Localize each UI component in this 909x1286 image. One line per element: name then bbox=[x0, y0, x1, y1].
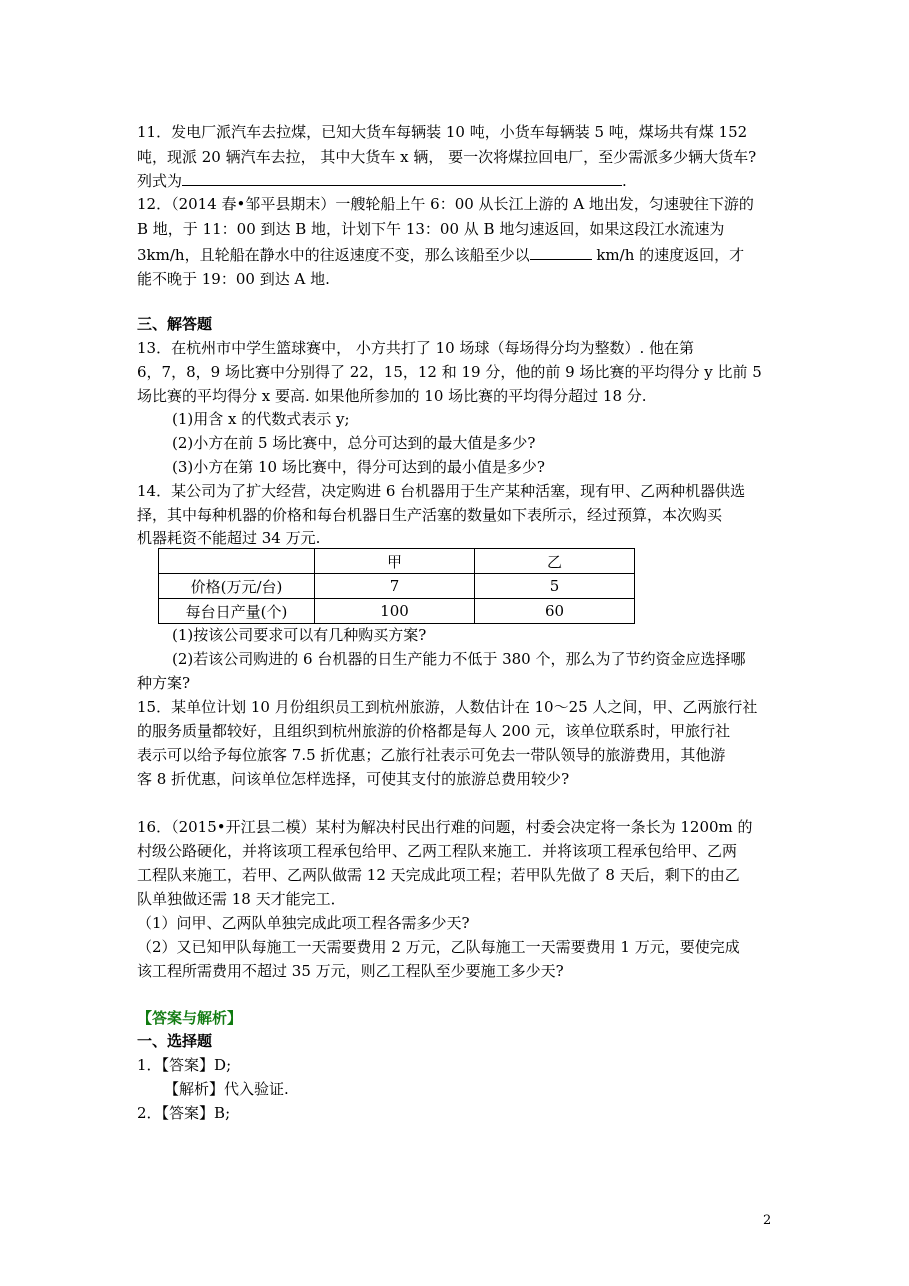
page-number: 2 bbox=[763, 1213, 772, 1228]
table-header-row bbox=[159, 549, 635, 574]
q14-line1: 14．某公司为了扩大经营，决定购进 6 台机器用于生产某种活塞，现有甲、乙两种机器供选 bbox=[137, 482, 746, 500]
table-row bbox=[159, 599, 635, 624]
answer-2: 2．【答案】B; bbox=[137, 1104, 231, 1122]
q14-sub2-line2: 种方案? bbox=[137, 674, 191, 692]
section3-title: 三、解答题 bbox=[137, 315, 213, 333]
q16-sub1: （1）问甲、乙两队单独完成此项工程各需多少天? bbox=[137, 914, 470, 932]
q14-line3: 机器耗资不能超过 34 万元. bbox=[137, 529, 321, 547]
q12-line1: 12．（2014 春•邹平县期末）一艘轮船上午 6：00 从长江上游的 A 地出发，匀速驶往下游的 bbox=[137, 195, 754, 213]
answers-title: 【答案与解析】 bbox=[137, 1009, 243, 1027]
table-header-cell: 甲 bbox=[315, 549, 475, 574]
q12-line2: B 地，于 11：00 到达 B 地，计划下午 13：00 从 B 地匀速返回，如果这段江水流速为 bbox=[137, 220, 725, 238]
answer-1-explanation: 【解析】代入验证. bbox=[164, 1080, 289, 1098]
q13-sub3: (3)小方在第 10 场比赛中，得分可达到的最小值是多少? bbox=[172, 458, 545, 476]
q16-sub2-line1: （2）又已知甲队每施工一天需要费用 2 万元，乙队每施工一天需要费用 1 万元，要使完成 bbox=[137, 938, 740, 956]
table-cell: 60 bbox=[475, 599, 635, 624]
q14-line2: 择，其中每种机器的价格和每台机器日生产活塞的数量如下表所示，经过预算，本次购买 bbox=[137, 506, 723, 524]
machine-table bbox=[158, 548, 635, 624]
q16-line3: 工程队来施工，若甲、乙两队做需 12 天完成此项工程；若甲队先做了 8 天后，剩下的由乙 bbox=[137, 866, 740, 884]
q15-line3: 表示可以给予每位旅客 7.5 折优惠；乙旅行社表示可免去一带队领导的旅游费用，其他游 bbox=[137, 746, 726, 764]
table-cell: 每台日产量(个) bbox=[159, 599, 315, 624]
q14-sub2-line1: (2)若该公司购进的 6 台机器的日生产能力不低于 380 个，那么为了节约资金应选择哪 bbox=[172, 650, 746, 668]
table-header-cell bbox=[159, 549, 315, 574]
table-cell: 100 bbox=[315, 599, 475, 624]
answer-1: 1．【答案】D; bbox=[137, 1056, 232, 1074]
q13-sub2: (2)小方在前 5 场比赛中，总分可达到的最大值是多少? bbox=[172, 434, 536, 452]
q11-line3 bbox=[137, 171, 627, 190]
q13-line1: 13．在杭州市中学生篮球赛中， 小方共打了 10 场球（每场得分均为整数）. 他在第 bbox=[137, 339, 695, 357]
q12-line3 bbox=[137, 245, 744, 264]
q11-line2: 吨，现派 20 辆汽车去拉， 其中大货车 x 辆， 要一次将煤拉回电厂，至少需派多少辆大货车? bbox=[137, 148, 757, 166]
q11-line3-suffix: . bbox=[622, 172, 627, 190]
table-cell: 5 bbox=[475, 574, 635, 599]
table-cell: 7 bbox=[315, 574, 475, 599]
q12-line3-prefix: 3km/h，且轮船在静水中的往返速度不变，那么该船至少以 bbox=[137, 246, 530, 264]
table-row bbox=[159, 574, 635, 599]
q16-sub2-line2: 该工程所需费用不超过 35 万元，则乙工程队至少要施工多少天? bbox=[137, 962, 564, 980]
table-cell: 价格(万元/台) bbox=[159, 574, 315, 599]
q13-line3: 场比赛的平均得分 x 要高. 如果他所参加的 10 场比赛的平均得分超过 18 分. bbox=[137, 387, 647, 405]
q15-line4: 客 8 折优惠，问该单位怎样选择，可使其支付的旅游总费用较少? bbox=[137, 770, 570, 788]
q13-line2: 6，7，8，9 场比赛中分别得了 22，15，12 和 19 分，他的前 9 场比赛的平均得分 y 比前 5 bbox=[137, 363, 762, 381]
table-header-cell: 乙 bbox=[475, 549, 635, 574]
q16-line4: 队单独做还需 18 天才能完工． bbox=[137, 890, 346, 908]
q13-sub1: (1)用含 x 的代数式表示 y; bbox=[172, 410, 350, 428]
q11-answer-blank[interactable] bbox=[182, 171, 622, 186]
q12-line4: 能不晚于 19：00 到达 A 地. bbox=[137, 270, 330, 288]
q11-line1: 11．发电厂派汽车去拉煤，已知大货车每辆装 10 吨，小货车每辆装 5 吨，煤场共有煤 152 bbox=[137, 123, 748, 141]
answers-section1: 一、选择题 bbox=[137, 1032, 213, 1050]
q15-line1: 15．某单位计划 10 月份组织员工到杭州旅游，人数估计在 10～25 人之间，甲、乙两旅行社 bbox=[137, 698, 758, 716]
q12-answer-blank[interactable] bbox=[530, 245, 592, 260]
q16-line1: 16．（2015•开江县二模）某村为解决村民出行难的问题，村委会决定将一条长为 1200m 的 bbox=[137, 818, 753, 836]
q12-line3-suffix: km/h 的速度返回，才 bbox=[591, 246, 745, 264]
q15-line2: 的服务质量都较好，且组织到杭州旅游的价格都是每人 200 元，该单位联系时，甲旅行社 bbox=[137, 722, 731, 740]
q14-sub1: (1)按该公司要求可以有几种购买方案? bbox=[172, 626, 427, 644]
q16-line2: 村级公路硬化，并将该项工程承包给甲、乙两工程队来施工．并将该项工程承包给甲、乙两 bbox=[137, 842, 738, 860]
q11-line3-prefix: 列式为 bbox=[137, 172, 183, 190]
